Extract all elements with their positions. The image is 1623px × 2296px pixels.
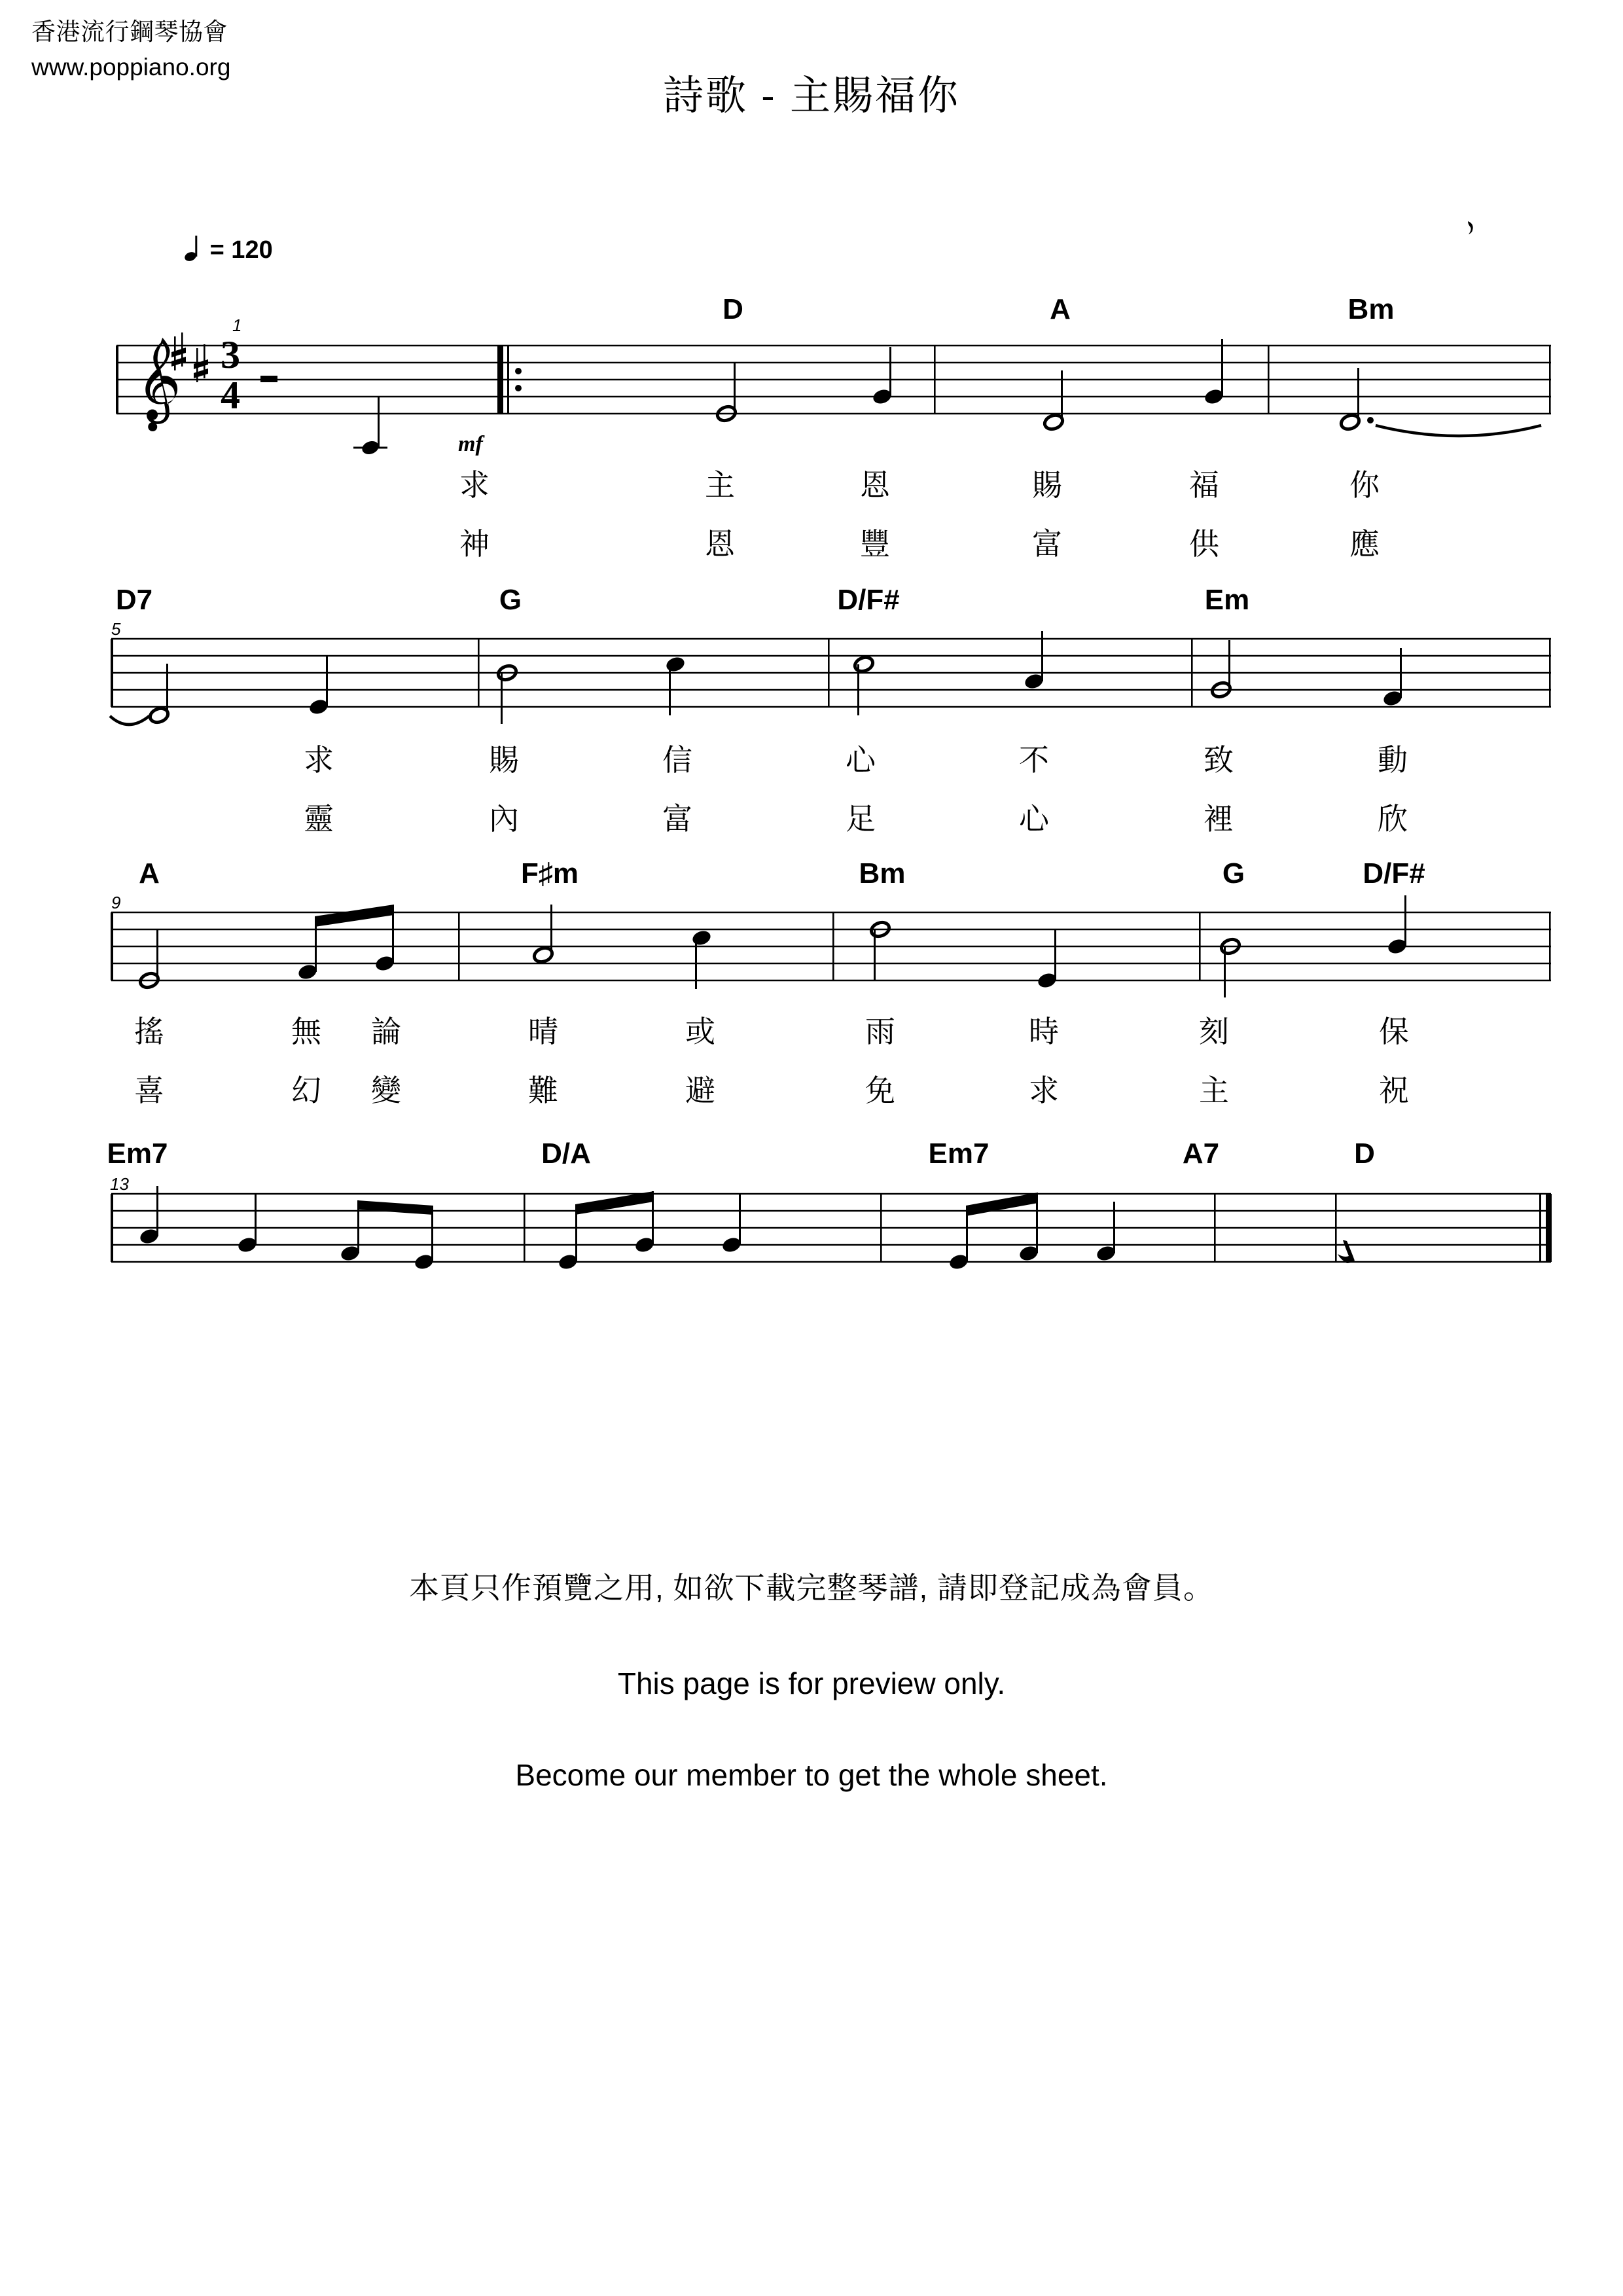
note-head [690,929,712,947]
quarter-note-icon [185,233,203,263]
website-url: www.poppiano.org [31,53,231,81]
chord-symbol: D [1354,1138,1375,1170]
chord-symbol: G [1222,857,1245,889]
chord-row-system-1 [0,293,1623,325]
lyric-syllable: 求 [459,468,490,502]
lyric-syllable: 富 [1032,527,1062,561]
lyric-syllable: 欣 [1378,802,1408,836]
lyric-row-system-1-verse-1 [0,461,1623,502]
lyric-syllable: 求 [1029,1073,1059,1107]
lyric-syllable: 難 [528,1073,558,1107]
staff-system-1 [0,327,1623,458]
lyric-syllable: 論 [371,1014,401,1049]
lyric-row-system-3-verse-2 [0,1067,1623,1107]
lyric-syllable: 刻 [1199,1014,1229,1049]
lyric-syllable: 幻 [291,1073,321,1107]
beam [315,905,394,927]
chord-symbol: A [139,857,160,889]
beam [966,1193,1038,1216]
lyric-syllable: 心 [846,743,876,777]
lyric-syllable: 搖 [134,1014,164,1049]
note-head [664,655,686,673]
chord-symbol: Em7 [928,1138,990,1170]
lyric-syllable: 你 [1349,468,1380,502]
chord-row-system-3 [0,857,1623,889]
svg-text:3: 3 [221,333,240,376]
chord-symbol: D/F# [837,584,900,616]
chord-symbol: D [722,293,743,325]
augmentation-dot [1367,417,1374,423]
note-head [853,655,874,673]
chord-symbol: D/A [541,1138,591,1170]
chord-symbol: Em [1204,584,1250,616]
preview-notice-chinese: 本頁只作預覽之用, 如欲下載完整琴譜, 請即登記成為會員。 [408,1571,1215,1605]
lyric-syllable: 求 [304,743,334,777]
lyric-syllable: 足 [846,802,876,836]
staff-system-2 [0,628,1623,746]
lyric-syllable: 供 [1189,527,1219,561]
lyric-syllable: 時 [1029,1014,1059,1049]
chord-symbol: A [1050,293,1071,325]
lyric-syllable: 豐 [860,527,890,561]
staff-system-4 [0,1183,1623,1301]
page-title: 詩歌 - 主賜福你 [662,73,961,118]
key-signature-icon [171,332,208,382]
lyric-syllable: 免 [865,1073,895,1107]
lyric-syllable: 內 [489,802,519,836]
lyric-syllable: 恩 [705,527,735,561]
organization-name: 香港流行鋼琴協會 [31,18,228,45]
lyric-syllable: 保 [1379,1014,1409,1049]
lyric-syllable: 裡 [1204,802,1234,836]
staff-system-3 [0,902,1623,1020]
lyric-syllable: 賜 [1032,468,1062,502]
tie-continuation [110,716,149,725]
lyric-row-system-2-verse-1 [0,736,1623,777]
eighth-rest-icon [1338,1240,1355,1263]
chord-symbol: D/F# [1363,857,1425,889]
lyric-syllable: 或 [685,1014,715,1049]
lyric-syllable: 晴 [528,1014,558,1049]
lyric-syllable: 福 [1189,468,1219,502]
chord-symbol: G [499,584,522,616]
lyric-syllable: 富 [662,802,692,836]
lyric-syllable: 神 [459,527,490,561]
lyric-syllable: 致 [1204,743,1234,777]
preview-notice-english: This page is for preview only. [617,1666,1006,1700]
lyric-syllable: 主 [1199,1073,1229,1107]
lyric-syllable: 心 [1019,802,1049,836]
measure-number: 5 [111,619,121,639]
lyric-syllable: 祝 [1379,1073,1409,1107]
chord-symbol: A7 [1182,1138,1220,1170]
lyric-syllable: 靈 [304,802,334,836]
lyric-row-system-3-verse-1 [0,1008,1623,1049]
lyric-syllable: 雨 [865,1014,895,1049]
lyric-syllable: 主 [705,468,735,502]
tie [1376,425,1541,436]
chord-symbol: Em7 [107,1138,168,1170]
lyric-row-system-1-verse-2 [0,520,1623,561]
lyric-syllable: 無 [291,1014,321,1049]
measure-number: 9 [111,893,121,912]
chord-symbol: Bm [1347,293,1395,325]
lyric-row-system-2-verse-2 [0,795,1623,836]
chord-row-system-4 [0,1138,1623,1169]
chord-symbol: Bm [859,857,906,889]
tempo-value: = 120 [209,236,273,264]
half-rest-icon [260,376,277,382]
tempo-marking [185,233,273,264]
lyric-syllable: 變 [371,1073,401,1107]
chord-symbol: D7 [115,584,153,616]
measure-number: 1 [232,315,242,335]
lyric-syllable: 不 [1019,743,1049,777]
chord-symbol: F♯m [521,857,579,889]
lyric-syllable: 避 [685,1073,715,1107]
dynamic-marking: mf [458,432,483,456]
lyric-syllable: 信 [662,743,692,777]
lyric-syllable: 應 [1349,527,1380,561]
beam [357,1200,433,1215]
chord-row-system-2 [0,584,1623,615]
membership-call-to-action: Become our member to get the whole sheet. [515,1758,1108,1792]
lyric-syllable: 恩 [860,468,890,502]
lyric-syllable: 賜 [489,743,519,777]
measure-number: 13 [110,1174,129,1194]
svg-text:4: 4 [221,374,240,417]
lyric-syllable: 動 [1378,743,1408,777]
note-head [353,397,387,456]
time-signature [221,333,240,417]
lyric-syllable: 喜 [134,1073,164,1107]
